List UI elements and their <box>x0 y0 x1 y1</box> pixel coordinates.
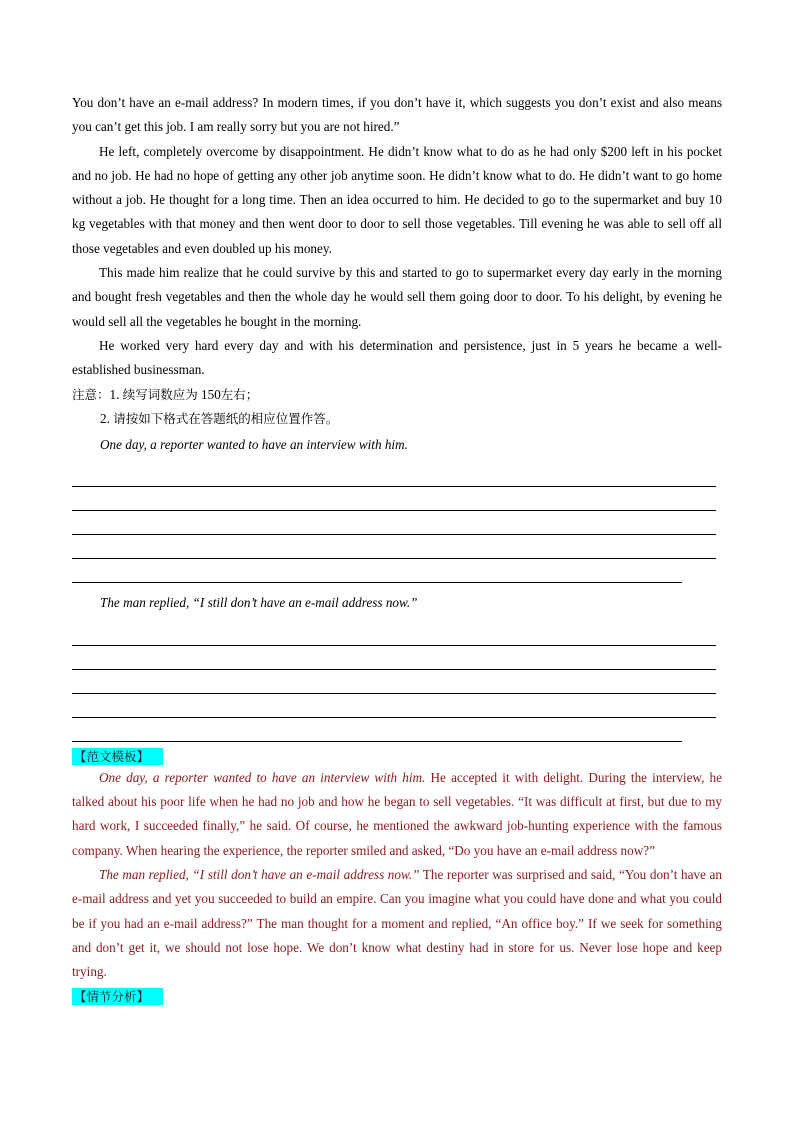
story-paragraph-1: You don’t have an e-mail address? In modern times, if you don’t have it, which suggests you don’t exist and also means you can’t get this job. I am really sorry but you are not hired.” <box>72 95 722 135</box>
note-1-tail: 左右； <box>220 386 259 402</box>
answer-line[interactable] <box>72 559 682 583</box>
model-para1-lead: One day, a reporter wanted to have an interview with him. <box>99 769 426 785</box>
answer-lines-second <box>72 622 722 742</box>
model-essay-heading-row <box>72 748 722 766</box>
story-paragraph-2: He left, completely overcome by disappointment. He didn’t know what to do as he had only $200 left in his pocket and no job. He had no hope of getting any other job anytime soon. He didn’t know what to do. He didn’t want to go home without a job. He thought for a long time. Then an idea occurred to him. He decided to go to the supermarket and buy 10 kg vegetables with that money and then went door to door to sell those vegetables. Till evening he was able to sell off all those vegetables and even doubled up his money. <box>72 143 722 256</box>
model-para2-body: The reporter was surprised and said, “You don’t have an e-mail address and yet you succeeded to build an empire. Can you imagine what you could have done and what you could be if you had an e-mail address?” The man thought for a moment and replied, “An office boy.” If we seek for something and don’t get it, we should not lose hope. We don’t know what destiny had in store for us. Never lose hope and keep trying. <box>72 866 722 980</box>
answer-line[interactable] <box>72 646 716 670</box>
answer-line[interactable] <box>72 463 716 487</box>
model-para2-lead: The man replied, “I still don’t have an e-mail address now.” <box>99 866 420 882</box>
note-item-1 <box>72 383 722 407</box>
note-1-number: 1. <box>109 386 120 402</box>
answer-lines-first <box>72 463 722 583</box>
story-paragraph-4: He worked very hard every day and with his determination and persistence, just in 5 years he became a well-established businessman. <box>72 337 722 378</box>
model-essay-label: 【范文模板】 <box>72 748 163 765</box>
answer-line[interactable] <box>72 511 716 535</box>
first-paragraph-prompt: One day, a reporter wanted to have an interview with him. <box>100 437 408 453</box>
answer-line[interactable] <box>72 694 716 718</box>
model-essay <box>72 766 722 985</box>
second-paragraph-prompt: The man replied, “I still don’t have an e-mail address now.” <box>100 595 418 611</box>
story-paragraph-3: This made him realize that he could survive by this and started to go to supermarket every day early in the morning and bought fresh vegetables and then the whole day he would sell them going door to door. To his delight, by evening he would sell all the vegetables he bought in the morning. <box>72 265 722 329</box>
plot-analysis-label: 【情节分析】 <box>72 988 163 1005</box>
note-1-text: 续写词数应为 <box>122 386 198 402</box>
model-essay-paragraph-1 <box>72 766 722 863</box>
notes-label: 注意： <box>72 386 110 402</box>
note-2-number: 2. <box>100 410 110 426</box>
answer-line[interactable] <box>72 670 716 694</box>
note-item-2 <box>72 407 722 431</box>
answer-line[interactable] <box>72 535 716 559</box>
answer-line[interactable] <box>72 622 716 646</box>
answer-line[interactable] <box>72 718 682 742</box>
plot-analysis-heading-row <box>72 988 722 1006</box>
note-1-count: 150 <box>201 386 221 402</box>
answer-line[interactable] <box>72 487 716 511</box>
note-2-text: 请按如下格式在答题纸的相应位置作答。 <box>113 410 339 426</box>
model-essay-paragraph-2 <box>72 863 722 984</box>
model-para1-body: He accepted it with delight. During the interview, he talked about his poor life when he had no job and how he began to sell vegetables. “It was difficult at first, but due to my hard work, I succeeded finally,” he said. Of course, he mentioned the awkward job-hunting experience with the famous company. When hearing the experience, the reporter smiled and asked, “Do you have an e-mail address now?” <box>72 769 722 858</box>
document-content <box>72 91 722 1006</box>
